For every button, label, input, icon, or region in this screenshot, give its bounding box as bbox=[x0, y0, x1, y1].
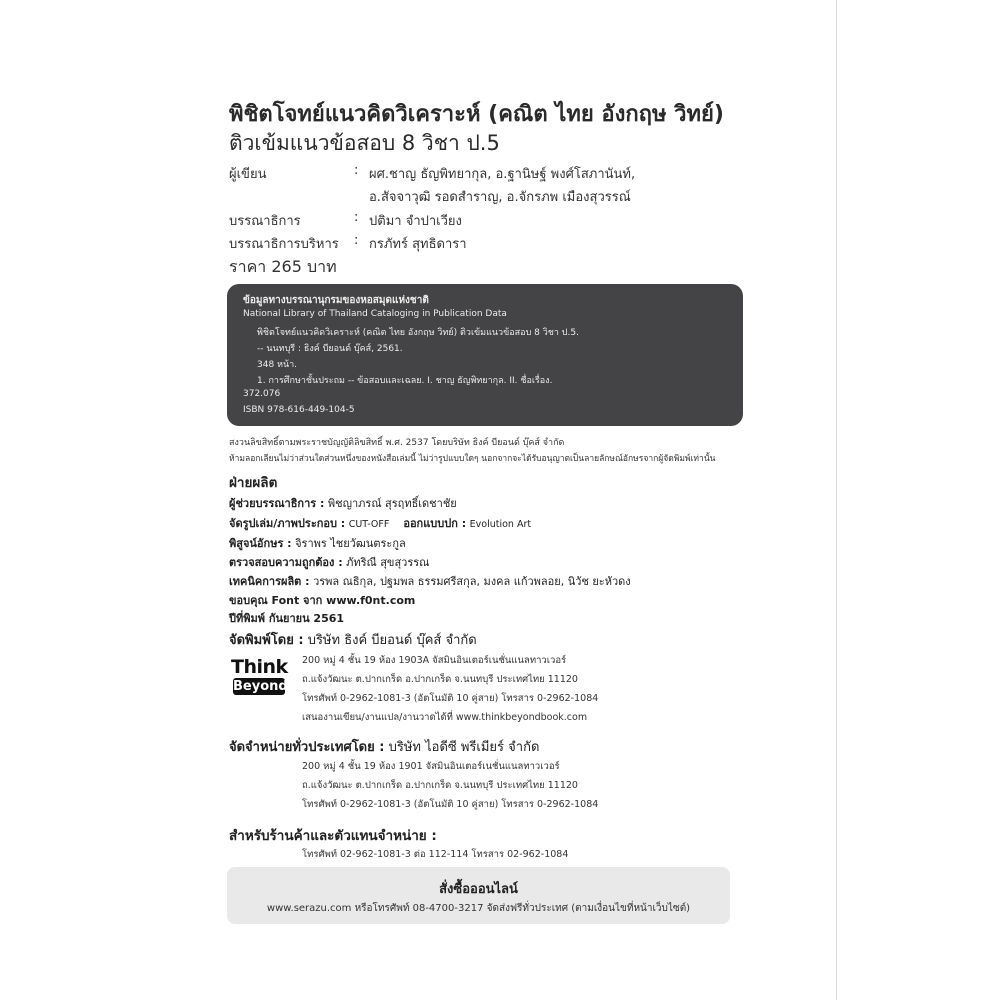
asst-editor-row bbox=[229, 494, 457, 512]
order-online-box bbox=[227, 867, 730, 924]
check-label: ตรวจสอบความถูกต้อง : bbox=[229, 556, 343, 569]
layout-value: CUT-OFF bbox=[348, 519, 390, 530]
think-beyond-logo bbox=[229, 656, 287, 698]
logo-text-think: Think bbox=[231, 656, 288, 678]
cip-classification: 372.076 bbox=[243, 389, 281, 399]
asst-editor-label: ผู้ช่วยบรรณาธิการ : bbox=[229, 497, 325, 510]
editor-colon: : bbox=[354, 210, 359, 225]
page-edge-line bbox=[836, 0, 837, 1000]
retail-phone: โทรศัพท์ 02-962-1081-3 ต่อ 112-114 โทรสาร 02-962-1084 bbox=[302, 849, 569, 860]
cip-subjects: 1. การศึกษาชั้นประถม -- ข้อสอบและเฉลย. I. ชาญ ธัญพิทยากุล. II. ชื่อเรื่อง. bbox=[257, 376, 553, 386]
cip-pages: 348 หน้า. bbox=[257, 360, 298, 370]
cip-heading-english: National Library of Thailand Cataloging in Publication Data bbox=[243, 309, 507, 319]
retail-label: สำหรับร้านค้าและตัวแทนจำหน่าย : bbox=[229, 828, 437, 844]
price: ราคา 265 บาท bbox=[229, 257, 337, 276]
check-row bbox=[229, 553, 429, 571]
order-online-heading: สั่งซื้อออนไลน์ bbox=[439, 882, 518, 897]
font-credit: ขอบคุณ Font จาก www.f0nt.com bbox=[229, 594, 416, 607]
tech-label: เทคนิคการผลิต : bbox=[229, 575, 310, 588]
author-colon: : bbox=[354, 163, 359, 178]
publisher-name: บริษัท ธิงค์ บียอนด์ บุ๊คส์ จำกัด bbox=[307, 633, 477, 648]
distributor-phone: โทรศัพท์ 0-2962-1081-3 (อัตโนมัติ 10 คู่สาย) โทรสาร 0-2962-1084 bbox=[302, 799, 599, 810]
distributor-label: จัดจำหน่ายทั่วประเทศโดย : bbox=[229, 740, 385, 755]
proof-value: จิราพร ไชยวัฒนตระกูล bbox=[295, 537, 406, 550]
cip-heading-thai: ข้อมูลทางบรรณานุกรมของหอสมุดแห่งชาติ bbox=[243, 295, 429, 306]
editor-label: บรรณาธิการ bbox=[229, 214, 301, 229]
proof-label: พิสูจน์อักษร : bbox=[229, 537, 292, 550]
publisher-label: จัดพิมพ์โดย : bbox=[229, 633, 304, 648]
cip-isbn: ISBN 978-616-449-104-5 bbox=[243, 405, 355, 415]
author-label: ผู้เขียน bbox=[229, 167, 267, 182]
exec-editor-value: กรภัทร์ สุทธิดารา bbox=[369, 237, 467, 252]
distributor-address-line1: 200 หมู่ 4 ชั้น 19 ห้อง 1901 จัสมินอินเตอร์เนชั่นแนลทาวเวอร์ bbox=[302, 761, 560, 772]
book-subtitle: ติวเข้มแนวข้อสอบ 8 วิชา ป.5 bbox=[229, 131, 500, 155]
exec-editor-colon: : bbox=[354, 233, 359, 248]
cataloging-box bbox=[227, 284, 743, 426]
tech-value: วรพล ณธิกุล, ปฐมพล ธรรมศรีสกุล, มงคล แก้วพลอย, นิวัช ยะหัวดง bbox=[313, 575, 631, 588]
cover-label: ออกแบบปก : bbox=[403, 517, 467, 530]
publisher-phone: โทรศัพท์ 0-2962-1081-3 (อัตโนมัติ 10 คู่สาย) โทรสาร 0-2962-1084 bbox=[302, 693, 599, 704]
copyright-line2: ห้ามลอกเลียนไม่ว่าส่วนใดส่วนหนึ่งของหนังสือเล่มนี้ ไม่ว่ารูปแบบใดๆ นอกจากจะได้รับอนุญาตเป็นลายลักษณ์อักษรจากผู้จัดพิมพ์เท่านั้น bbox=[229, 454, 716, 464]
publisher-row bbox=[229, 629, 477, 650]
distributor-name: บริษัท ไอดีซี พรีเมียร์ จำกัด bbox=[388, 740, 540, 755]
layout-label: จัดรูปเล่ม/ภาพประกอบ : bbox=[229, 517, 346, 530]
author-value-line2: อ.สัจจาวุฒิ รอดสำราญ, อ.จักรภพ เมืองสุวรรณ์ bbox=[369, 190, 631, 205]
print-year: ปีที่พิมพ์ กันยายน 2561 bbox=[229, 612, 345, 625]
book-title: พิชิตโจทย์แนวคิดวิเคราะห์ (คณิต ไทย อังกฤษ วิทย์) bbox=[229, 102, 724, 127]
cip-title: พิชิตโจทย์แนวคิดวิเคราะห์ (คณิต ไทย อังกฤษ วิทย์) ติวเข้มแนวข้อสอบ 8 วิชา ป.5. bbox=[257, 328, 579, 338]
production-heading: ฝ่ายผลิต bbox=[229, 475, 278, 491]
logo-text-beyond: Beyond bbox=[233, 679, 288, 694]
cip-publisher: -- นนทบุรี : ธิงค์ บียอนด์ บุ๊คส์, 2561. bbox=[257, 344, 403, 354]
author-value-line1: ผศ.ชาญ ธัญพิทยากุล, อ.ฐานิษฐ์ พงศ์โสภานันท์, bbox=[369, 167, 636, 182]
layout-row bbox=[229, 514, 531, 532]
tech-row bbox=[229, 572, 631, 590]
publisher-address-line1: 200 หมู่ 4 ชั้น 19 ห้อง 1903A จัสมินอินเตอร์เนชั่นแนลทาวเวอร์ bbox=[302, 655, 567, 666]
asst-editor-value: พิชญาภรณ์ สุรฤทธิ์เดชาชัย bbox=[327, 497, 457, 510]
copyright-line1: สงวนลิขสิทธิ์ตามพระราชบัญญัติลิขสิทธิ์ พ.ศ. 2537 โดยบริษัท ธิงค์ บียอนด์ บุ๊คส์ จำกัด bbox=[229, 438, 565, 448]
distributor-address-line2: ถ.แจ้งวัฒนะ ต.ปากเกร็ด อ.ปากเกร็ด จ.นนทบุรี ประเทศไทย 11120 bbox=[302, 780, 578, 791]
proof-row bbox=[229, 534, 406, 552]
publisher-web: เสนองานเขียน/งานแปล/งานวาดได้ที่ www.thinkbeyondbook.com bbox=[302, 712, 588, 723]
exec-editor-label: บรรณาธิการบริหาร bbox=[229, 237, 339, 252]
editor-value: ปติมา จำปาเวียง bbox=[369, 214, 462, 229]
cover-value: Evolution Art bbox=[469, 519, 532, 530]
order-online-details: www.serazu.com หรือโทรศัพท์ 08-4700-3217 จัดส่งฟรีทั่วประเทศ (ตามเงื่อนไขที่หน้าเว็บไซต์) bbox=[266, 903, 691, 914]
distributor-row bbox=[229, 736, 539, 757]
publisher-address-line2: ถ.แจ้งวัฒนะ ต.ปากเกร็ด อ.ปากเกร็ด จ.นนทบุรี ประเทศไทย 11120 bbox=[302, 674, 578, 685]
check-value: ภัทริณี สุขสุวรรณ bbox=[346, 556, 430, 569]
